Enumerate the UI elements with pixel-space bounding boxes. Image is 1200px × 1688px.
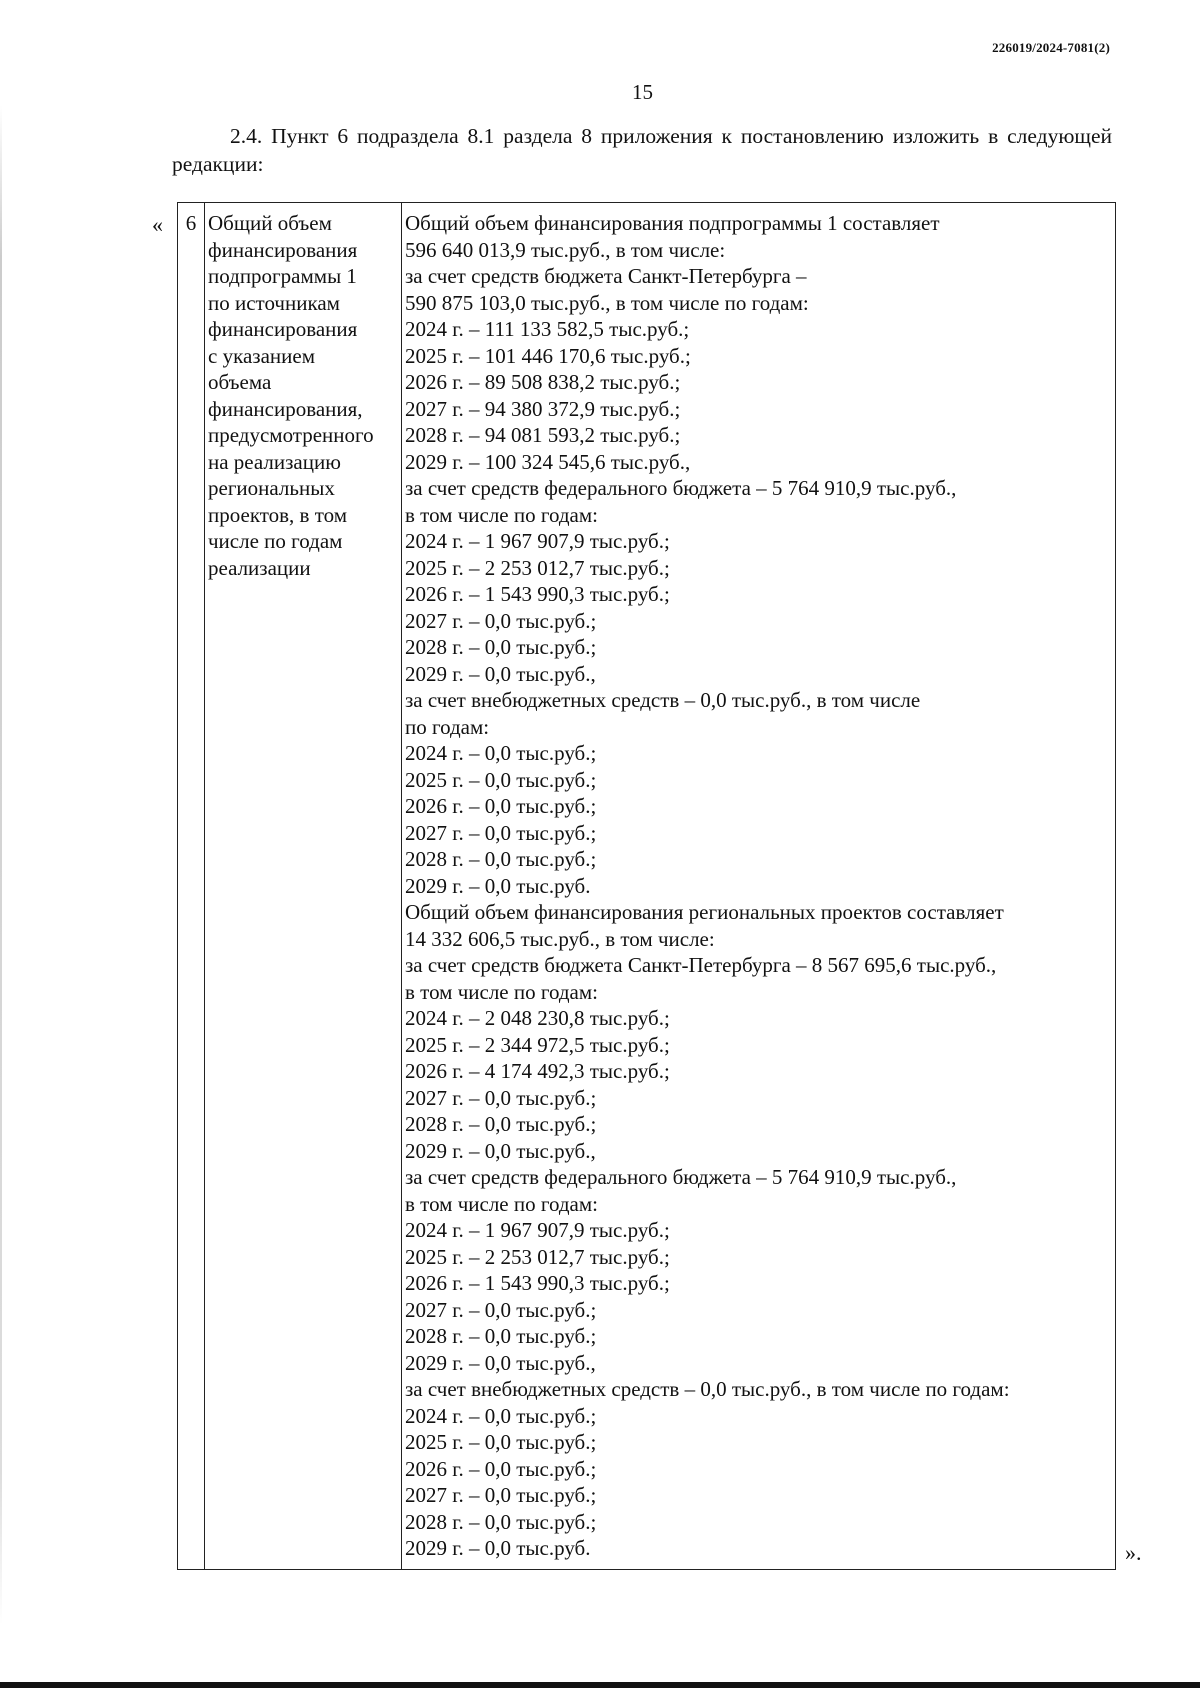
- financing-table: [177, 202, 1116, 1570]
- content-line: за счет внебюджетных средств – 0,0 тыс.руб., в том числе по годам:: [405, 1377, 1010, 1401]
- table-row: [178, 203, 1116, 1570]
- content-line: 2027 г. – 0,0 тыс.руб.;: [405, 1297, 597, 1322]
- content-line: за счет средств федерального бюджета – 5 764 910,9 тыс.руб.,: [405, 1165, 957, 1189]
- content-line: 2028 г. – 0,0 тыс.руб.;: [405, 1509, 597, 1534]
- intro-text: 2.4. Пункт 6 подраздела 8.1 раздела 8 приложения к постановлению изложить в следующей редакции:: [172, 124, 1112, 176]
- name-line: числе по годам: [208, 529, 343, 553]
- intro-paragraph: [172, 122, 1112, 178]
- name-line: региональных: [208, 476, 335, 500]
- name-line: по источникам: [208, 290, 340, 315]
- row-content: [405, 210, 1112, 1562]
- content-line: 2026 г. – 1 543 990,3 тыс.руб.;: [405, 1271, 670, 1295]
- content-line: за счет внебюджетных средств – 0,0 тыс.руб., в том числе: [405, 688, 921, 712]
- content-line: 2028 г. – 0,0 тыс.руб.;: [405, 1324, 597, 1348]
- content-line: за счет средств бюджета Санкт-Петербурга –: [405, 264, 807, 288]
- content-line: 2029 г. – 0,0 тыс.руб.,: [405, 1350, 596, 1375]
- content-line: 2027 г. – 94 380 372,9 тыс.руб.;: [405, 396, 681, 421]
- name-line: Общий объем: [208, 211, 332, 235]
- name-line: предусмотренного: [208, 423, 374, 447]
- content-line: 2027 г. – 0,0 тыс.руб.;: [405, 608, 597, 633]
- row-number-cell: [178, 203, 205, 1570]
- content-line: 2024 г. – 111 133 582,5 тыс.руб.;: [405, 317, 690, 341]
- content-line: 2029 г. – 0,0 тыс.руб.: [405, 1536, 591, 1560]
- content-line: 2026 г. – 0,0 тыс.руб.;: [405, 1456, 597, 1481]
- content-line: 596 640 013,9 тыс.руб., в том числе:: [405, 237, 726, 262]
- content-line: 2029 г. – 0,0 тыс.руб.,: [405, 1138, 596, 1163]
- page-number: 15: [632, 80, 653, 104]
- name-line: подпрограммы 1: [208, 264, 357, 288]
- content-line: 2027 г. – 0,0 тыс.руб.;: [405, 820, 597, 845]
- content-line: в том числе по годам:: [405, 502, 598, 527]
- content-line: 14 332 606,5 тыс.руб., в том числе:: [405, 926, 715, 951]
- content-line: 2024 г. – 1 967 907,9 тыс.руб.;: [405, 529, 670, 553]
- content-line: за счет средств федерального бюджета – 5 764 910,9 тыс.руб.,: [405, 476, 957, 500]
- content-line: в том числе по годам:: [405, 1191, 598, 1216]
- closing-quote: ».: [1125, 1540, 1142, 1565]
- name-line: финансирования: [208, 237, 358, 262]
- content-line: 2024 г. – 2 048 230,8 тыс.руб.;: [405, 1006, 670, 1030]
- content-line: 2026 г. – 89 508 838,2 тыс.руб.;: [405, 370, 681, 394]
- content-line: 2024 г. – 1 967 907,9 тыс.руб.;: [405, 1218, 670, 1242]
- row-number: 6: [185, 211, 197, 235]
- content-line: в том числе по годам:: [405, 979, 598, 1004]
- document-code: 226019/2024-7081(2): [992, 40, 1110, 55]
- name-line: финансирования: [208, 317, 358, 341]
- content-line: 2026 г. – 4 174 492,3 тыс.руб.;: [405, 1059, 670, 1083]
- name-line: финансирования,: [208, 396, 363, 421]
- name-line: на реализацию: [208, 449, 341, 474]
- content-line: 2027 г. – 0,0 тыс.руб.;: [405, 1085, 597, 1110]
- content-line: 2025 г. – 2 253 012,7 тыс.руб.;: [405, 555, 670, 580]
- content-line: 2029 г. – 0,0 тыс.руб.: [405, 873, 591, 898]
- content-line: 2028 г. – 94 081 593,2 тыс.руб.;: [405, 423, 681, 447]
- row-name-cell: [205, 203, 402, 1570]
- content-line: за счет средств бюджета Санкт-Петербурга – 8 567 695,6 тыс.руб.,: [405, 953, 997, 977]
- content-line: 2028 г. – 0,0 тыс.руб.;: [405, 1112, 597, 1136]
- content-line: 2028 г. – 0,0 тыс.руб.;: [405, 635, 597, 659]
- content-line: 2025 г. – 0,0 тыс.руб.;: [405, 1430, 597, 1454]
- scan-edge-artifact: [0, 105, 2, 1625]
- content-line: 2025 г. – 2 344 972,5 тыс.руб.;: [405, 1032, 670, 1057]
- content-line: 2024 г. – 0,0 тыс.руб.;: [405, 1403, 597, 1428]
- content-line: 2029 г. – 0,0 тыс.руб.,: [405, 661, 596, 686]
- row-name: [208, 210, 398, 581]
- content-line: 2026 г. – 1 543 990,3 тыс.руб.;: [405, 582, 670, 606]
- opening-quote: «: [152, 212, 163, 237]
- scan-bottom-edge: [0, 1682, 1200, 1688]
- content-line: 2029 г. – 100 324 545,6 тыс.руб.,: [405, 449, 691, 474]
- row-content-cell: [402, 203, 1116, 1570]
- content-line: 590 875 103,0 тыс.руб., в том числе по годам:: [405, 290, 809, 315]
- name-line: объема: [208, 370, 272, 394]
- content-line: 2024 г. – 0,0 тыс.руб.;: [405, 741, 597, 765]
- content-line: 2025 г. – 0,0 тыс.руб.;: [405, 767, 597, 792]
- name-line: реализации: [208, 555, 311, 580]
- content-line: Общий объем финансирования подпрограммы 1 составляет: [405, 211, 940, 235]
- name-line: проектов, в том: [208, 502, 348, 527]
- content-line: 2026 г. – 0,0 тыс.руб.;: [405, 794, 597, 818]
- content-line: по годам:: [405, 714, 490, 739]
- name-line: с указанием: [208, 343, 315, 368]
- content-line: 2025 г. – 2 253 012,7 тыс.руб.;: [405, 1244, 670, 1269]
- content-line: 2027 г. – 0,0 тыс.руб.;: [405, 1483, 597, 1507]
- content-line: 2025 г. – 101 446 170,6 тыс.руб.;: [405, 343, 691, 368]
- content-line: Общий объем финансирования региональных проектов составляет: [405, 900, 1004, 924]
- content-line: 2028 г. – 0,0 тыс.руб.;: [405, 847, 597, 871]
